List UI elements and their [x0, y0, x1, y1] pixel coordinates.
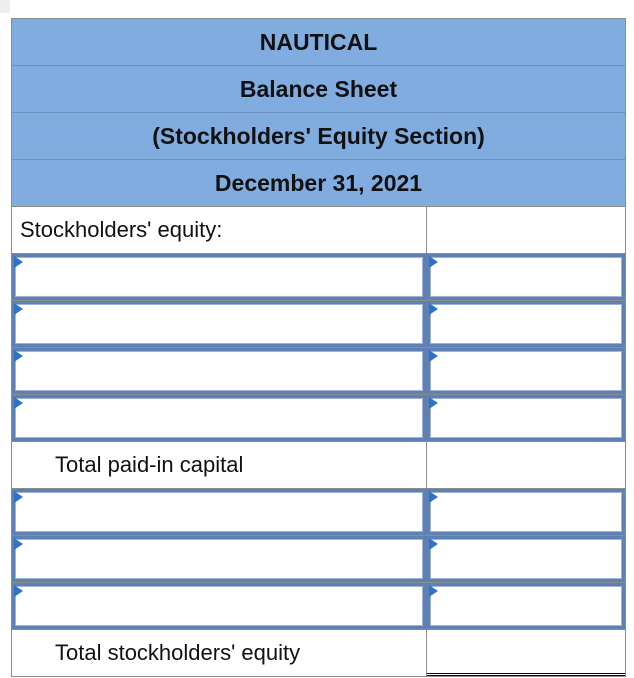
total-equity-input[interactable] [427, 630, 625, 673]
account-dropdown-3[interactable] [15, 351, 423, 391]
amount-input-1[interactable] [430, 257, 622, 297]
total-equity-row [12, 630, 625, 676]
equity-heading-row [12, 207, 625, 254]
balance-sheet-table [11, 18, 626, 677]
other-row-2 [12, 536, 625, 583]
account-dropdown-2[interactable] [15, 304, 423, 344]
section-title: (Stockholders' Equity Section) [12, 113, 625, 160]
other-row-1 [12, 489, 625, 536]
paid-in-row-1 [12, 254, 625, 301]
amount-input-2[interactable] [430, 304, 622, 344]
account-dropdown-5[interactable] [15, 492, 423, 532]
other-row-3 [12, 583, 625, 630]
amount-input-4[interactable] [430, 398, 622, 438]
total-equity-label: Total stockholders' equity [12, 630, 427, 676]
empty-cell [427, 207, 625, 253]
account-dropdown-6[interactable] [15, 539, 423, 579]
equity-heading-label: Stockholders' equity: [12, 207, 427, 253]
total-paid-in-row [12, 442, 625, 489]
company-name: NAUTICAL [12, 19, 625, 66]
corner-mark [0, 0, 10, 13]
total-paid-in-label: Total paid-in capital [12, 442, 427, 488]
account-dropdown-7[interactable] [15, 586, 423, 626]
account-dropdown-4[interactable] [15, 398, 423, 438]
amount-input-3[interactable] [430, 351, 622, 391]
statement-date: December 31, 2021 [12, 160, 625, 207]
paid-in-row-4 [12, 395, 625, 442]
statement-title: Balance Sheet [12, 66, 625, 113]
amount-input-6[interactable] [430, 539, 622, 579]
paid-in-row-3 [12, 348, 625, 395]
amount-input-5[interactable] [430, 492, 622, 532]
total-paid-in-input[interactable] [427, 442, 625, 488]
paid-in-row-2 [12, 301, 625, 348]
account-dropdown-1[interactable] [15, 257, 423, 297]
amount-input-7[interactable] [430, 586, 622, 626]
